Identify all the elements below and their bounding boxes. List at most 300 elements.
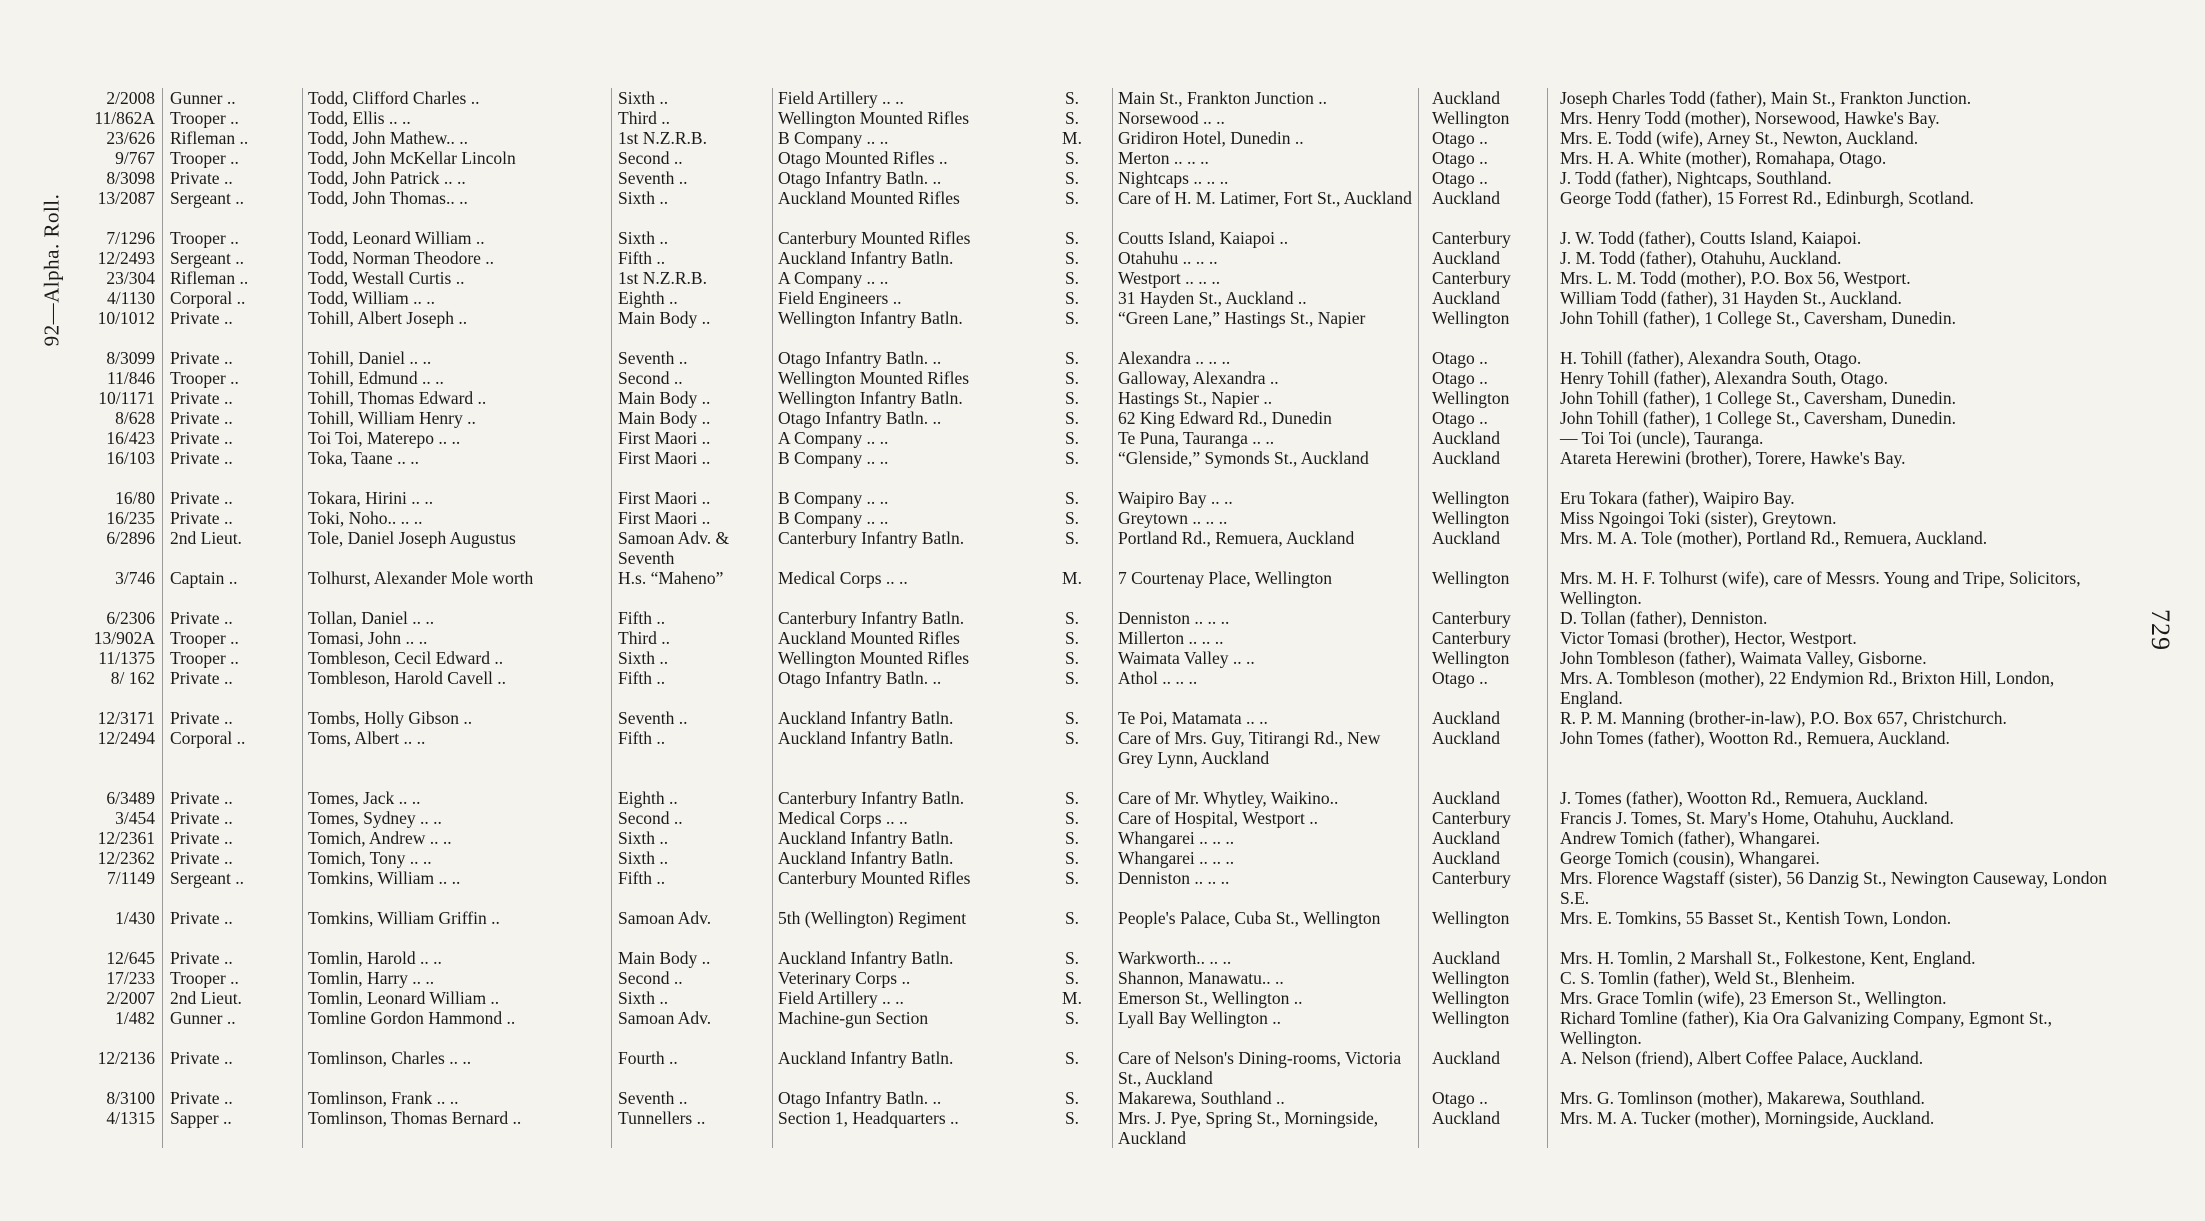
unit: Otago Infantry Batln. .. — [778, 168, 942, 188]
service-number: 17/233 — [106, 968, 155, 988]
unit: Otago Infantry Batln. .. — [778, 1088, 942, 1108]
next-of-kin: Henry Tohill (father), Alexandra South, Otago. — [1560, 368, 1888, 388]
next-of-kin: Victor Tomasi (brother), Hector, Westport. — [1560, 628, 1857, 648]
unit: A Company .. .. — [778, 268, 889, 288]
district: Auckland — [1432, 428, 1501, 448]
draft-body: Second .. — [618, 368, 683, 388]
draft-body: Samoan Adv. — [618, 908, 712, 928]
unit: Auckland Infantry Batln. — [778, 1048, 954, 1068]
district: Auckland — [1432, 728, 1501, 748]
next-of-kin: J. M. Todd (father), Otahuhu, Auckland. — [1560, 248, 1842, 268]
service-number: 1/430 — [115, 908, 155, 928]
district: Otago .. — [1432, 148, 1488, 168]
next-of-kin: Mrs. G. Tomlinson (mother), Makarewa, Southland. — [1560, 1088, 1925, 1108]
unit: Section 1, Headquarters .. — [778, 1108, 959, 1128]
draft-body: Sixth .. — [618, 988, 669, 1008]
draft-body: Samoan Adv. & Seventh — [618, 528, 730, 568]
address: Greytown .. .. .. — [1118, 508, 1228, 528]
column-rule — [1112, 88, 1113, 1148]
unit: Machine-gun Section — [778, 1008, 929, 1028]
service-number: 13/2087 — [97, 188, 155, 208]
marital-status: S. — [1064, 388, 1080, 408]
soldier-name: Tomes, Sydney .. .. — [308, 808, 442, 828]
next-of-kin: Mrs. Florence Wagstaff (sister), 56 Danzig St., Newington Causeway, London S.E. — [1560, 868, 2107, 908]
address: Gridiron Hotel, Dunedin .. — [1118, 128, 1304, 148]
rank: Corporal .. — [170, 728, 246, 748]
address: Care of Hospital, Westport .. — [1118, 808, 1318, 828]
service-number: 12/2361 — [97, 828, 155, 848]
soldier-name: Tohill, Albert Joseph .. — [308, 308, 468, 328]
service-number: 16/80 — [115, 488, 155, 508]
next-of-kin: George Tomich (cousin), Whangarei. — [1560, 848, 1820, 868]
rank: Private .. — [170, 308, 233, 328]
marital-status: S. — [1064, 948, 1080, 968]
draft-body: First Maori .. — [618, 488, 711, 508]
next-of-kin: C. S. Tomlin (father), Weld St., Blenheim. — [1560, 968, 1856, 988]
soldier-name: Tomlinson, Charles .. .. — [308, 1048, 472, 1068]
rank: Trooper .. — [170, 228, 239, 248]
district: Wellington — [1432, 908, 1510, 928]
soldier-name: Tomich, Andrew .. .. — [308, 828, 452, 848]
address: Waimata Valley .. .. — [1118, 648, 1255, 668]
address: Te Puna, Tauranga .. .. — [1118, 428, 1275, 448]
district: Auckland — [1432, 88, 1501, 108]
unit: Medical Corps .. .. — [778, 808, 908, 828]
district: Otago .. — [1432, 1088, 1488, 1108]
soldier-name: Toka, Taane .. .. — [308, 448, 419, 468]
district: Otago .. — [1432, 348, 1488, 368]
service-number: 12/2494 — [97, 728, 155, 748]
draft-body: Second .. — [618, 808, 683, 828]
draft-body: Fifth .. — [618, 608, 666, 628]
soldier-name: Todd, Ellis .. .. — [308, 108, 411, 128]
unit: Wellington Infantry Batln. — [778, 388, 963, 408]
address: Care of Mrs. Guy, Titirangi Rd., New Grey Lynn, Auckland — [1118, 728, 1381, 768]
marital-status: S. — [1064, 248, 1080, 268]
address: Care of H. M. Latimer, Fort St., Auckland — [1118, 188, 1412, 208]
column-rule — [1547, 88, 1548, 1148]
service-number: 9/767 — [115, 148, 155, 168]
draft-body: Samoan Adv. — [618, 1008, 712, 1028]
rank: Trooper .. — [170, 368, 239, 388]
rank: Private .. — [170, 1048, 233, 1068]
district: Wellington — [1432, 968, 1510, 988]
district: Canterbury — [1432, 868, 1511, 888]
marital-status: S. — [1064, 228, 1080, 248]
address: Care of Nelson's Dining-rooms, Victoria St., Auckland — [1118, 1048, 1402, 1088]
service-number: 2/2008 — [106, 88, 155, 108]
rank: Private .. — [170, 508, 233, 528]
soldier-name: Todd, Leonard William .. — [308, 228, 485, 248]
unit: Canterbury Mounted Rifles — [778, 868, 971, 888]
soldier-name: Tomich, Tony .. .. — [308, 848, 432, 868]
next-of-kin: Mrs. M. H. F. Tolhurst (wife), care of Messrs. Young and Tripe, Solicitors, Wellington. — [1560, 568, 2081, 608]
next-of-kin: Miss Ngoingoi Toki (sister), Greytown. — [1560, 508, 1837, 528]
service-number: 11/846 — [107, 368, 155, 388]
service-number: 3/746 — [115, 568, 155, 588]
district: Wellington — [1432, 308, 1510, 328]
address: Westport .. .. .. — [1118, 268, 1221, 288]
rank: Captain .. — [170, 568, 238, 588]
next-of-kin: Mrs. H. Tomlin, 2 Marshall St., Folkestone, Kent, England. — [1560, 948, 1976, 968]
soldier-name: Toms, Albert .. .. — [308, 728, 426, 748]
rank: Private .. — [170, 828, 233, 848]
rank: Sergeant .. — [170, 868, 245, 888]
district: Wellington — [1432, 1008, 1510, 1028]
soldier-name: Tole, Daniel Joseph Augustus — [308, 528, 516, 548]
unit: Auckland Infantry Batln. — [778, 708, 954, 728]
service-number: 16/423 — [106, 428, 155, 448]
unit: B Company .. .. — [778, 448, 889, 468]
soldier-name: Tomlin, Leonard William .. — [308, 988, 500, 1008]
rank: Private .. — [170, 448, 233, 468]
marital-status: S. — [1064, 608, 1080, 628]
service-number: 11/1375 — [98, 648, 155, 668]
draft-body: First Maori .. — [618, 508, 711, 528]
district: Auckland — [1432, 1048, 1501, 1068]
rank: Private .. — [170, 1088, 233, 1108]
address: Mrs. J. Pye, Spring St., Morningside, Auckland — [1118, 1108, 1379, 1148]
district: Canterbury — [1432, 608, 1511, 628]
marital-status: S. — [1064, 488, 1080, 508]
next-of-kin: Mrs. Henry Todd (mother), Norsewood, Hawke's Bay. — [1560, 108, 1940, 128]
marital-status: S. — [1064, 408, 1080, 428]
next-of-kin: John Tohill (father), 1 College St., Caversham, Dunedin. — [1560, 308, 1957, 328]
marital-status: S. — [1064, 88, 1080, 108]
address: Merton .. .. .. — [1118, 148, 1209, 168]
draft-body: Sixth .. — [618, 828, 669, 848]
address: Whangarei .. .. .. — [1118, 848, 1235, 868]
soldier-name: Tohill, Edmund .. .. — [308, 368, 444, 388]
service-number: 13/902A — [93, 628, 155, 648]
address: 62 King Edward Rd., Dunedin — [1118, 408, 1332, 428]
address: Otahuhu .. .. .. — [1118, 248, 1218, 268]
marital-status: S. — [1064, 528, 1080, 548]
service-number: 1/482 — [115, 1008, 155, 1028]
next-of-kin: Mrs. L. M. Todd (mother), P.O. Box 56, Westport. — [1560, 268, 1911, 288]
draft-body: Seventh .. — [618, 348, 688, 368]
service-number: 8/3098 — [106, 168, 155, 188]
next-of-kin: John Tomes (father), Wootton Rd., Remuera, Auckland. — [1560, 728, 1950, 748]
rank: 2nd Lieut. — [170, 988, 242, 1008]
rank: Trooper .. — [170, 648, 239, 668]
rank: Private .. — [170, 668, 233, 688]
next-of-kin: J. W. Todd (father), Coutts Island, Kaiapoi. — [1560, 228, 1862, 248]
unit: Otago Infantry Batln. .. — [778, 348, 942, 368]
soldier-name: Tomline Gordon Hammond .. — [308, 1008, 516, 1028]
draft-body: Eighth .. — [618, 288, 678, 308]
next-of-kin: Mrs. Grace Tomlin (wife), 23 Emerson St., Wellington. — [1560, 988, 1947, 1008]
unit: Canterbury Infantry Batln. — [778, 788, 965, 808]
draft-body: Eighth .. — [618, 788, 678, 808]
address: Galloway, Alexandra .. — [1118, 368, 1279, 388]
unit: Auckland Infantry Batln. — [778, 248, 954, 268]
rank: Corporal .. — [170, 288, 246, 308]
address: Te Poi, Matamata .. .. — [1118, 708, 1268, 728]
soldier-name: Tohill, William Henry .. — [308, 408, 476, 428]
next-of-kin: D. Tollan (father), Denniston. — [1560, 608, 1768, 628]
draft-body: Sixth .. — [618, 88, 669, 108]
district: Wellington — [1432, 388, 1510, 408]
service-number: 4/1315 — [106, 1108, 155, 1128]
unit: Wellington Mounted Rifles — [778, 108, 970, 128]
rank: Private .. — [170, 348, 233, 368]
next-of-kin: — Toi Toi (uncle), Tauranga. — [1560, 428, 1764, 448]
soldier-name: Tombleson, Cecil Edward .. — [308, 648, 504, 668]
rank: Trooper .. — [170, 148, 239, 168]
marital-status: S. — [1064, 968, 1080, 988]
unit: Auckland Mounted Rifles — [778, 628, 960, 648]
marital-status: S. — [1064, 868, 1080, 888]
unit: Wellington Mounted Rifles — [778, 368, 970, 388]
unit: Canterbury Mounted Rifles — [778, 228, 971, 248]
unit: Field Artillery .. .. — [778, 88, 904, 108]
marital-status: S. — [1064, 368, 1080, 388]
address: Hastings St., Napier .. — [1118, 388, 1273, 408]
service-number: 10/1171 — [98, 388, 155, 408]
service-number: 6/3489 — [106, 788, 155, 808]
service-number: 3/454 — [115, 808, 155, 828]
service-number: 8/628 — [115, 408, 155, 428]
service-number: 8/3099 — [106, 348, 155, 368]
address: People's Palace, Cuba St., Wellington — [1118, 908, 1381, 928]
next-of-kin: William Todd (father), 31 Hayden St., Auckland. — [1560, 288, 1902, 308]
soldier-name: Tomlinson, Thomas Bernard .. — [308, 1108, 522, 1128]
unit: B Company .. .. — [778, 488, 889, 508]
rank: 2nd Lieut. — [170, 528, 242, 548]
rank: Sergeant .. — [170, 248, 245, 268]
marital-status: S. — [1064, 808, 1080, 828]
draft-body: Sixth .. — [618, 228, 669, 248]
marital-status: S. — [1064, 728, 1080, 748]
rank: Private .. — [170, 408, 233, 428]
draft-body: Second .. — [618, 968, 683, 988]
soldier-name: Todd, Westall Curtis .. — [308, 268, 465, 288]
unit: Canterbury Infantry Batln. — [778, 528, 965, 548]
service-number: 8/ 162 — [110, 668, 155, 688]
district: Wellington — [1432, 648, 1510, 668]
draft-body: Tunnellers .. — [618, 1108, 706, 1128]
district: Auckland — [1432, 528, 1501, 548]
address: 7 Courtenay Place, Wellington — [1118, 568, 1333, 588]
rank: Private .. — [170, 708, 233, 728]
next-of-kin: J. Tomes (father), Wootton Rd., Remuera, Auckland. — [1560, 788, 1929, 808]
next-of-kin: Eru Tokara (father), Waipiro Bay. — [1560, 488, 1795, 508]
district: Wellington — [1432, 568, 1510, 588]
unit: Otago Mounted Rifles .. — [778, 148, 948, 168]
address: Main St., Frankton Junction .. — [1118, 88, 1328, 108]
rank: Rifleman .. — [170, 128, 249, 148]
soldier-name: Tollan, Daniel .. .. — [308, 608, 435, 628]
service-number: 12/2136 — [97, 1048, 155, 1068]
rank: Trooper .. — [170, 108, 239, 128]
district: Auckland — [1432, 288, 1501, 308]
soldier-name: Todd, Clifford Charles .. — [308, 88, 480, 108]
draft-body: Seventh .. — [618, 168, 688, 188]
margin-roll-label: 92—Alpha. Roll. — [39, 193, 64, 347]
district: Wellington — [1432, 988, 1510, 1008]
district: Wellington — [1432, 108, 1510, 128]
draft-body: Sixth .. — [618, 648, 669, 668]
draft-body: Main Body .. — [618, 388, 711, 408]
service-number: 6/2896 — [106, 528, 155, 548]
soldier-name: Tokara, Hirini .. .. — [308, 488, 434, 508]
district: Auckland — [1432, 828, 1501, 848]
marital-status: S. — [1064, 108, 1080, 128]
address: Denniston .. .. .. — [1118, 868, 1230, 888]
marital-status: S. — [1064, 348, 1080, 368]
next-of-kin: Mrs. E. Todd (wife), Arney St., Newton, Auckland. — [1560, 128, 1919, 148]
rank: Private .. — [170, 608, 233, 628]
next-of-kin: A. Nelson (friend), Albert Coffee Palace, Auckland. — [1560, 1048, 1924, 1068]
service-number: 23/626 — [106, 128, 155, 148]
marital-status: S. — [1064, 268, 1080, 288]
district: Auckland — [1432, 848, 1501, 868]
unit: A Company .. .. — [778, 428, 889, 448]
draft-body: Fifth .. — [618, 668, 666, 688]
address: Athol .. .. .. — [1118, 668, 1198, 688]
district: Auckland — [1432, 708, 1501, 728]
next-of-kin: John Tohill (father), 1 College St., Caversham, Dunedin. — [1560, 408, 1957, 428]
next-of-kin: Joseph Charles Todd (father), Main St., Frankton Junction. — [1560, 88, 1972, 108]
rank: Sergeant .. — [170, 188, 245, 208]
district: Auckland — [1432, 948, 1501, 968]
district: Auckland — [1432, 248, 1501, 268]
address: Shannon, Manawatu.. .. — [1118, 968, 1284, 988]
marital-status: S. — [1064, 428, 1080, 448]
next-of-kin: Mrs. H. A. White (mother), Romahapa, Otago. — [1560, 148, 1887, 168]
service-number: 12/2362 — [97, 848, 155, 868]
address: Millerton .. .. .. — [1118, 628, 1224, 648]
soldier-name: Tohill, Thomas Edward .. — [308, 388, 487, 408]
marital-status: S. — [1064, 848, 1080, 868]
draft-body: 1st N.Z.R.B. — [618, 268, 707, 288]
rank: Gunner .. — [170, 88, 236, 108]
unit: B Company .. .. — [778, 508, 889, 528]
service-number: 8/3100 — [106, 1088, 155, 1108]
unit: 5th (Wellington) Regiment — [778, 908, 967, 928]
soldier-name: Tomkins, William Griffin .. — [308, 908, 500, 928]
soldier-name: Todd, William .. .. — [308, 288, 436, 308]
unit: Auckland Infantry Batln. — [778, 948, 954, 968]
marital-status: M. — [1062, 988, 1082, 1008]
address: Waipiro Bay .. .. — [1118, 488, 1233, 508]
next-of-kin: Mrs. E. Tomkins, 55 Basset St., Kentish Town, London. — [1560, 908, 1952, 928]
service-number: 16/235 — [106, 508, 155, 528]
address: Makarewa, Southland .. — [1118, 1088, 1285, 1108]
soldier-name: Tomlin, Harry .. .. — [308, 968, 435, 988]
marital-status: S. — [1064, 1108, 1080, 1128]
address: Alexandra .. .. .. — [1118, 348, 1231, 368]
next-of-kin: Francis J. Tomes, St. Mary's Home, Otahuhu, Auckland. — [1560, 808, 1954, 828]
marital-status: S. — [1064, 828, 1080, 848]
next-of-kin: Mrs. A. Tombleson (mother), 22 Endymion Rd., Brixton Hill, London, England. — [1560, 668, 2055, 708]
next-of-kin: John Tohill (father), 1 College St., Caversham, Dunedin. — [1560, 388, 1957, 408]
draft-body: Sixth .. — [618, 848, 669, 868]
service-number: 2/2007 — [106, 988, 155, 1008]
service-number: 12/645 — [106, 948, 155, 968]
draft-body: First Maori .. — [618, 448, 711, 468]
soldier-name: Todd, John Thomas.. .. — [308, 188, 468, 208]
rank: Sapper .. — [170, 1108, 232, 1128]
unit: B Company .. .. — [778, 128, 889, 148]
district: Wellington — [1432, 508, 1510, 528]
next-of-kin: H. Tohill (father), Alexandra South, Otago. — [1560, 348, 1862, 368]
district: Canterbury — [1432, 228, 1511, 248]
rank: Private .. — [170, 848, 233, 868]
marital-status: S. — [1064, 648, 1080, 668]
rank: Private .. — [170, 428, 233, 448]
district: Otago .. — [1432, 128, 1488, 148]
service-number: 4/1130 — [107, 288, 155, 308]
rank: Private .. — [170, 168, 233, 188]
soldier-name: Tomes, Jack .. .. — [308, 788, 421, 808]
next-of-kin: Andrew Tomich (father), Whangarei. — [1560, 828, 1821, 848]
soldier-name: Todd, John Patrick .. .. — [308, 168, 466, 188]
soldier-name: Tomasi, John .. .. — [308, 628, 428, 648]
district: Auckland — [1432, 788, 1501, 808]
unit: Auckland Infantry Batln. — [778, 828, 954, 848]
draft-body: Main Body .. — [618, 948, 711, 968]
rank: Private .. — [170, 488, 233, 508]
draft-body: Second .. — [618, 148, 683, 168]
district: Canterbury — [1432, 268, 1511, 288]
marital-status: M. — [1062, 128, 1082, 148]
marital-status: S. — [1064, 908, 1080, 928]
soldier-name: Todd, John McKellar Lincoln — [308, 148, 516, 168]
draft-body: H.s. “Maheno” — [618, 568, 724, 588]
unit: Wellington Infantry Batln. — [778, 308, 963, 328]
unit: Auckland Infantry Batln. — [778, 848, 954, 868]
service-number: 10/1012 — [97, 308, 155, 328]
address: Nightcaps .. .. .. — [1118, 168, 1229, 188]
address: Denniston .. .. .. — [1118, 608, 1230, 628]
rank: Private .. — [170, 908, 233, 928]
address: Emerson St., Wellington .. — [1118, 988, 1303, 1008]
draft-body: Third .. — [618, 108, 671, 128]
marital-status: S. — [1064, 288, 1080, 308]
service-number: 16/103 — [106, 448, 155, 468]
draft-body: First Maori .. — [618, 428, 711, 448]
marital-status: S. — [1064, 1008, 1080, 1028]
district: Auckland — [1432, 1108, 1501, 1128]
service-number: 11/862A — [94, 108, 155, 128]
next-of-kin: R. P. M. Manning (brother-in-law), P.O. Box 657, Christchurch. — [1560, 708, 2007, 728]
address: “Glenside,” Symonds St., Auckland — [1118, 448, 1369, 468]
service-number: 23/304 — [106, 268, 155, 288]
unit: Wellington Mounted Rifles — [778, 648, 970, 668]
unit: Medical Corps .. .. — [778, 568, 908, 588]
district: Otago .. — [1432, 668, 1488, 688]
column-rule — [162, 88, 163, 1148]
next-of-kin: John Tombleson (father), Waimata Valley, Gisborne. — [1560, 648, 1927, 668]
rank: Private .. — [170, 948, 233, 968]
address: Warkworth.. .. .. — [1118, 948, 1232, 968]
draft-body: 1st N.Z.R.B. — [618, 128, 707, 148]
marital-status: S. — [1064, 148, 1080, 168]
marital-status: S. — [1064, 628, 1080, 648]
marital-status: S. — [1064, 168, 1080, 188]
soldier-name: Tohill, Daniel .. .. — [308, 348, 432, 368]
unit: Auckland Infantry Batln. — [778, 728, 954, 748]
district: Otago .. — [1432, 408, 1488, 428]
column-rule — [1418, 88, 1419, 1148]
soldier-name: Tomlinson, Frank .. .. — [308, 1088, 459, 1108]
rank: Trooper .. — [170, 628, 239, 648]
draft-body: Seventh .. — [618, 1088, 688, 1108]
address: Portland Rd., Remuera, Auckland — [1118, 528, 1355, 548]
marital-status: M. — [1062, 568, 1082, 588]
